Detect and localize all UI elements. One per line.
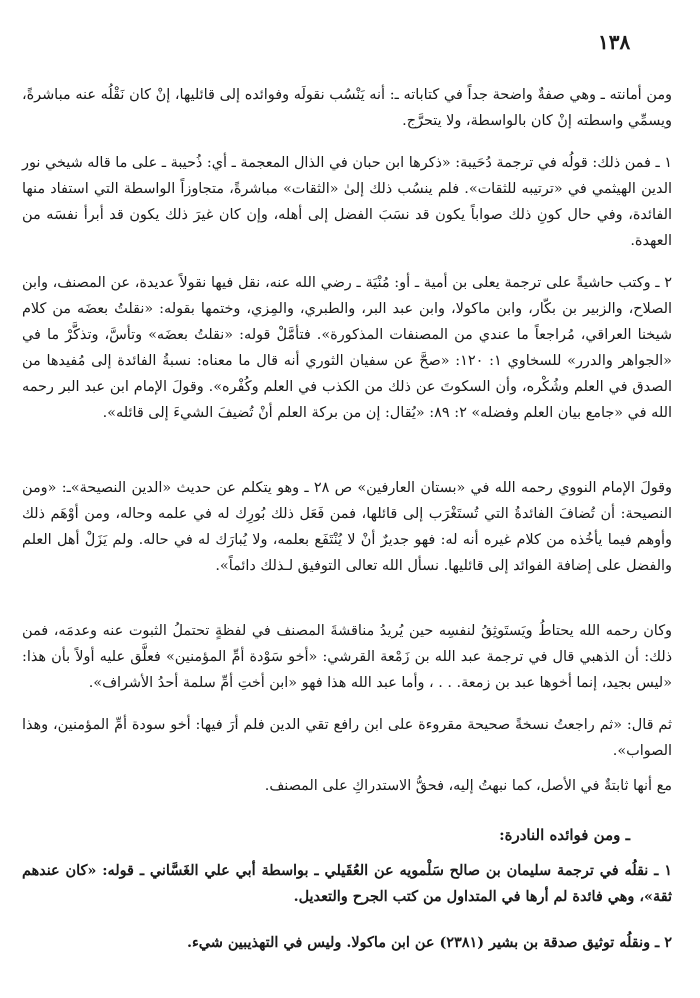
page-number: ١٣٨ (598, 30, 631, 54)
paragraph-caution: وكان رحمه الله يحتاطُ ويَستَوثِقُ لنفسِه حين يُريدُ مناقشةَ المصنف في لفظةٍ تحتملُ الثبوت عنه وعدمَه، فمن ذلك: أن الذهبي قال في ترجمة عبد الله بن زَمْعة القرشي: «أخو سَوْدة أمِّ المؤمنين» فعلَّق عليه أولاً بأن هذا: «ليس بجيد، إنما أخوها عبد بن زمعة. . . ، وأما عبد الله هذا فهو «ابن أختِ أمِّ سلمة أحدُ الأشراف». (22, 623, 672, 691)
paragraph-nawawi: وقولَ الإمام النووي رحمه الله في «بستان العارفين» ص ٢٨ ـ وهو يتكلم عن حديث «الدين النصيحة»ـ: «ومن النصيحة: أن تُضافَ الفائدةُ التي تُستَغْرَب إلى قائلها، فمن فَعَل ذلك بُورِك له في علمه وحاله، ومن أوْهَم ذلك وأوهم فيما يأخُذه من كلام غيره أنه له: فهو جديرٌ أنْ لا يُنْتَفَع بعلمه، ولا يُبارَك له في حاله. ولم يَزَلْ أهل العلم والفضل على إضافة الفوائد إلى قائليها. نسأل الله تعالى التوفيق لـذلك دائماً». (22, 480, 672, 574)
paragraph-example-2: ٢ ـ وكتب حاشيةً على ترجمة يعلى بن أمية ـ أو: مُنْيَة ـ رضي الله عنه، نقل فيها نقولاً عديدة، عن المصنف، وابن الصلاح، والزبير بن بكّار، وابن ماكولا، وابن عبد البر، والطبري، والمِزي، وختمها بقوله: «نقلتُ بعضَه من كلام شيخنا العراقي، مُراجعاً ما عندي من المصنفات المذكورة». فتأمَّلْ قوله: «نقلتُ بعضَه» وتأسَّ، وتذكَّرْ ما في «الجواهر والدرر» للسخاوي ١: ١٢٠: «صحَّ عن سفيان الثوري أنه قال ما معناه: نسبةُ الفائدة إلى مُفيدها من الصدق في العلم وشُكْره، وأن السكوتَ عن ذلك من الكذب في العلم وكُفْره». وقولَ الإمام ابن عبد البر رحمه الله في «جامع بيان العلم وفضله» ٢: ٨٩: «يُقال: إن من بركة العلم أنْ تُضيفَ الشيءَ إلى قائله». (22, 275, 672, 421)
paragraph-rare-1: ١ ـ نقلُه في ترجمة سليمان بن صالح سَلْمويه عن العُقَيلي ـ بواسطة أبي علي الغَسَّاني ـ قوله: «كان عندهم ثقة»، وهي فائدة لم أرها في المتداول من كتب الجرح والتعديل. (22, 862, 672, 905)
section-heading-rare-benefits: ـ ومن فوائده النادرة: (499, 826, 630, 844)
paragraph-verification: ثم قال: «ثم راجعتُ نسخةً صحيحة مقروءة على ابن رافع تقي الدين فلم أرَ فيها: أخو سودة أمِّ المؤمنين، وهذا الصواب». (22, 717, 672, 759)
paragraph-rare-2: ٢ ـ ونقلُه توثيق صدقة بن بشير (٢٣٨١) عن ابن ماكولا. وليس في التهذيبين شيء. (187, 934, 672, 951)
paragraph-example-1: ١ ـ فمن ذلك: قولُه في ترجمة دُحَيبة: «ذكرها ابن حبان في الذال المعجمة ـ أي: ذُحيبة ـ على ما قاله شيخي نور الدين الهيثمي في «ترتيبه للثقات». فلم ينسُب ذلك إلىٰ «الثقات» مباشرةً، متجاوزاً الواسطة التي استفاد منها الفائدة، وفي حال كونِ ذلك صواباً يكون قد نسَبَ الفضل إلى أهله، وإن كان غيرَ ذلك يكون قد أبرأ نفسَه من العهدة. (22, 155, 672, 249)
paragraph-honesty: ومن أمانته ـ وهي صفةٌ واضحة جداً في كتاباته ـ: أنه يَنْسُب نقولَه وفوائده إلى قائليها، إنْ كان نَقْلُه عنه مباشرةً، ويسمِّي واسطته إنْ كان بالواسطة، ولا يتحرَّج. (22, 87, 672, 129)
paragraph-conclusion: مع أنها ثابتةٌ في الأصل، كما نبهتُ إليه، فحقُّ الاستدراكِ على المصنف. (264, 778, 672, 794)
